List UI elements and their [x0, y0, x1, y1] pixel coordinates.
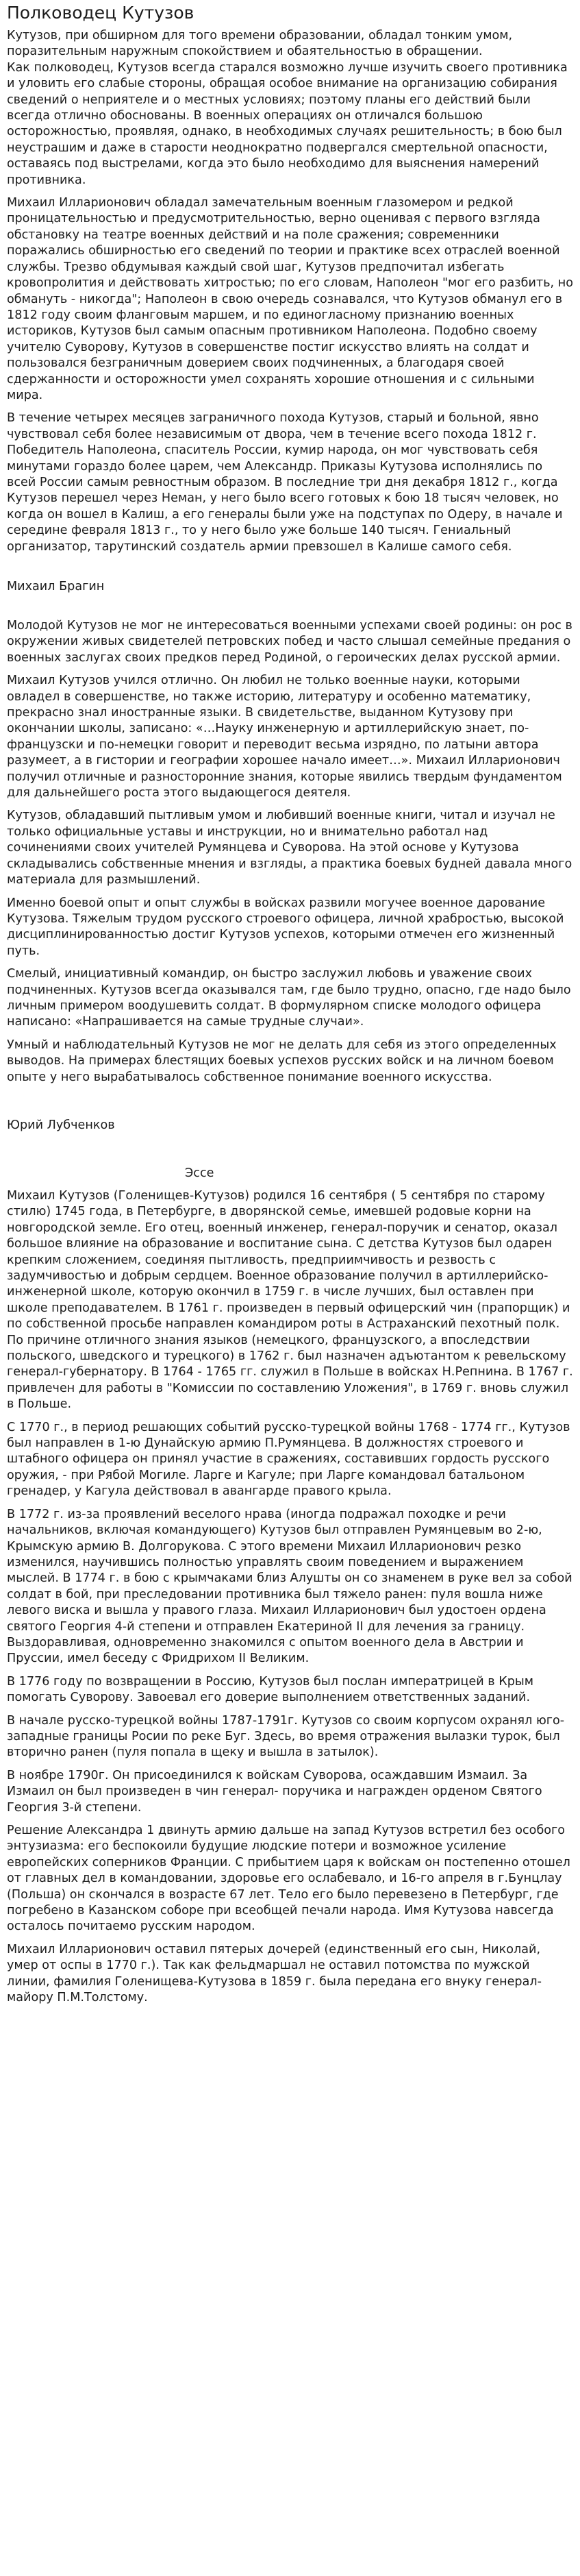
paragraph: В течение четырех месяцев заграничного похода Кутузов, старый и больной, явно чувствовал себя более независимым от двора, чем в течение всего похода 1812 г. Победитель Наполеона, спаситель России, кумир народа, он мог чувствовать себя минутами гораздо более царем, чем Александр. Приказы Кутузова исполнялись по всей России самым ревностным образом. В последние три дня декабря 1812 г., когда Кутузов перешел через Неман, у него было всего готовых к бою 18 тысяч человек, но когда он вошел в Калиш, а его генералы были уже на подступах по Одеру, в начале и середине февраля 1813 г., то у него было уже больше 140 тысяч. Гениальный организатор, тарутинский создатель армии превзошел в Калише самого себя. [7, 411, 563, 554]
paragraph-gap [7, 1706, 573, 1713]
paragraph: В ноябре 1790г. Он присоединился к войскам Суворова, осаждавшим Измаил. За Измаил он был произведен в чин генерал- поручика и награжден орденом Святого Георгия 3-й степени. [7, 1768, 542, 1815]
paragraph-gap [7, 1935, 573, 1942]
page-title: Полководец Кутузов [7, 3, 194, 23]
paragraph: Решение Александра 1 двинуть армию дальше на запад Кутузов встретил без особого энтузиазма: его беспокоили будущие людские потери и возможное усиление европейских соперников Франции. С прибытием царя к войскам он постепенно отошел от главных дел в командовании, здоровье его ослабевало, и 16-го апреля в г.Бунцлау (Польша) он скончался в возрасте 67 лет. Тело его было перевезено в Петербург, где погребено в Казанском соборе при всеобщей печали народа. Имя Кутузова навсегда осталось почитаемо русским народом. [7, 1824, 570, 1934]
paragraph-gap [7, 1181, 573, 1188]
paragraph: Умный и наблюдательный Кутузов не мог не делать для себя из этого определенных выводов. На примерах блестящих боевых успехов русских войск и на личном боевом опыте у него вырабатывалось собственное понимание военного искусства. [7, 1038, 557, 1084]
paragraph-gap [7, 959, 573, 966]
paragraph: Кутузов, обладавший пытливым умом и любивший военные книги, читал и изучал не только официальные уставы и инструкции, но и внимательно работал над сочинениями своих учителей Румянцева и Суворова. На этой основе у Кутузова складывались собственные мнения и взгляды, а практика боевых будней давала много материала для размышлений. [7, 809, 572, 887]
paragraph-gap [7, 1761, 573, 1768]
paragraph-gap [7, 1816, 573, 1823]
section-gap [7, 1085, 573, 1117]
section-gap [7, 595, 573, 618]
paragraph: Смелый, инициативный командир, он быстро заслужил любовь и уважение своих подчиненных. Кутузов всегда оказывался там, где было трудно, опасно, где надо было личным примером воодушевить солдат. В формулярном списке молодого офицера написано: «Напрашивается на самые трудные случаи». [7, 967, 571, 1029]
paragraph: В 1776 году по возвращении в Россию, Кутузов был послан императрицей в Крым помогать Суворову. Завоевал его доверие выполнением ответственных заданий. [7, 1674, 534, 1705]
paragraph-gap [7, 1413, 573, 1420]
paragraph: Михаил Илларионович оставил пятерых дочерей (единственный его сын, Николай, умер от оспы в 1770 г.). Так как фельдмаршал не оставил потомства по мужской линии, фамилия Голенищева-Кутузова в 1859 г. была передана его внуку генерал-майору П.М.Толстому. [7, 1942, 542, 2005]
paragraph: Кутузов, при обширном для того времени образовании, обладал тонким умом, поразительным наружным спокойствием и обаятельностью в обращении. [7, 29, 513, 59]
paragraph-gap [7, 1667, 573, 1674]
section-gap [7, 1133, 573, 1165]
paragraph: Михаил Кутузов (Голенищев-Кутузов) родился 16 сентября ( 5 сентября по старому стилю) 1745 года, в Петербурге, в дворянской семье, имевшей родовые корни на новгородской земле. Его отец, военный инженер, генерал-поручик и сенатор, оказал большое влияние на образование и воспитание сына. С детства Кутузов был одарен крепким сложением, соединяя пытливость, предприимчивость и резвость с задумчивостью и добрым сердцем. Военное образование получил в артиллерийско-инженерной школе, которую окончил в 1759 г. в числе лучших, был оставлен при школе преподавателем. В 1761 г. произведен в первый офицерский чин (прапорщик) и по собственной просьбе направлен командиром роты в Астраханский пехотный полк. По причине отличного знания языков (немецкого, французского, а впоследствии польского, шведского и турецкого) в 1762 г. был назначен адъютантом к ревельскому генерал-губернатору. В 1764 - 1765 гг. служил в Польше в войсках Н.Репнина. В 1767 г. привлечен для работы в "Комиссии по составлению Уложения", в 1769 г. вновь служил в Польше. [7, 1188, 573, 1412]
paragraph-gap [7, 404, 573, 410]
paragraph-gap [7, 1031, 573, 1038]
essay-heading: Эссе [185, 1166, 214, 1180]
paragraph: Молодой Кутузов не мог не интересоваться военными успехами своей родины: он рос в окружении живых свидетелей петровских побед и часто слышал семейные предания о военных заслугах своих предков перед Родиной, о героических делах русской армии. [7, 619, 572, 665]
author-name: Юрий Лубченков [7, 1118, 115, 1132]
paragraph: Именно боевой опыт и опыт службы в войсках развили могучее военное дарование Кутузова. Тяжелым трудом русского строевого офицера, личной храбростью, высокой дисциплинированностью достиг Кутузов успехов, которыми отмечен его жизненный путь. [7, 896, 564, 958]
paragraph: Как полководец, Кутузов всегда старался возможно лучше изучить своего противника и уловить его слабые стороны, обращая особое внимание на организацию собирания сведений о неприятеле и о местных условиях; поэтому планы его действий были всегда отлично обоснованы. В военных операциях он отличался большою осторожностью, проявляя, однако, в необходимых случаях решительность; в бою был неустрашим и даже в старости неоднократно подвергался смертельной опасности, оставаясь под выстрелами, когда это было необходимо для выяснения намерений противника. [7, 60, 568, 187]
paragraph-gap [7, 666, 573, 673]
author-name: Михаил Брагин [7, 580, 105, 593]
paragraph: С 1770 г., в период решающих событий русско-турецкой войны 1768 - 1774 гг., Кутузов был направлен в 1-ю Дунайскую армию П.Румянцева. В должностях строевого и штабного офицера он принял участие в сражениях, составивших гордость русского оружия, - при Рябой Могиле. Ларге и Кагуле; при Ларге командовал батальоном гренадер, у Кагула действовал в авангарде правого крыла. [7, 1420, 570, 1499]
paragraph: Михаил Кутузов учился отлично. Он любил не только военные науки, которыми овладел в совершенстве, но также историю, литературу и особенно математику, прекрасно знал иностранные языки. В свидетельстве, выданном Кутузову при окончании школы, записано: «…Науку инженерную и артиллерийскую знает, по-французски и по-немецки говорит и переводит весьма изрядно, по латыни автора разумеет, а в гистории и географии хорошее начало имеет…». Михаил Илларионович получил отличные и разносторонние знания, которые явились твердым фундаментом для дальнейшего роста этого выдающегося деятеля. [7, 674, 562, 800]
paragraph-gap [7, 1500, 573, 1507]
paragraph-gap [7, 889, 573, 896]
paragraph: В 1772 г. из-за проявлений веселого нрава (иногда подражал походке и речи начальников, включая командующего) Кутузов был отправлен Румянцевым во 2-ю, Крымскую армию В. Долгорукова. С этого времени Михаил Илларионович резко изменился, научившись полностью управлять своим поведением и выражением мыслей. В 1774 г. в бою с крымчаками близ Алушты он со знаменем в руке вел за собой солдат в бой, при преследовании противника был тяжело ранен: пуля вошла ниже левого виска и вышла у правого глаза. Михаил Илларионович был удостоен ордена святого Георгия 4-й степени и отправлен Екатериной II для лечения за границу. Выздоравливая, одновременно знакомился с опытом военного дела в Австрии и Пруссии, имел беседу с Фридрихом II Великим. [7, 1507, 572, 1666]
paragraph-gap [7, 801, 573, 808]
section-gap [7, 555, 573, 578]
paragraph: В начале русско-турецкой войны 1787-1791г. Кутузов со своим корпусом охранял юго-западные границы Росии по реке Буг. Здесь, во время отражения вылазки турок, был вторично ранен (пуля попала в щеку и вышла в затылок). [7, 1713, 565, 1760]
paragraph: Михаил Илларионович обладал замечательным военным глазомером и редкой проницательностью и предусмотрительностью, верно оценивая с первого взгляда обстановку на театре военных действий и на поле сражения; современники поражались обширностью его сведений по теории и практике всех отраслей военной службы. Трезво обдумывая каждый свой шаг, Кутузов предпочитал избегать кровопролития и действовать хитростью; по его словам, Наполеон "мог его разбить, но обмануть - никогда"; Наполеон в свою очередь сознавался, что Кутузов обманул его в 1812 году своим фланговым маршем, и по единогласному признанию военных историков, Кутузов был самым опасным противником Наполеона. Подобно своему учителю Суворову, Кутузов в совершенстве постиг искусство влиять на солдат и пользовался безграничным доверием своих подчиненных, а благодаря своей сдержанности и осторожности умел сохранять хорошие отношения и с сильными мира. [7, 196, 574, 402]
paragraph-gap [7, 188, 573, 195]
